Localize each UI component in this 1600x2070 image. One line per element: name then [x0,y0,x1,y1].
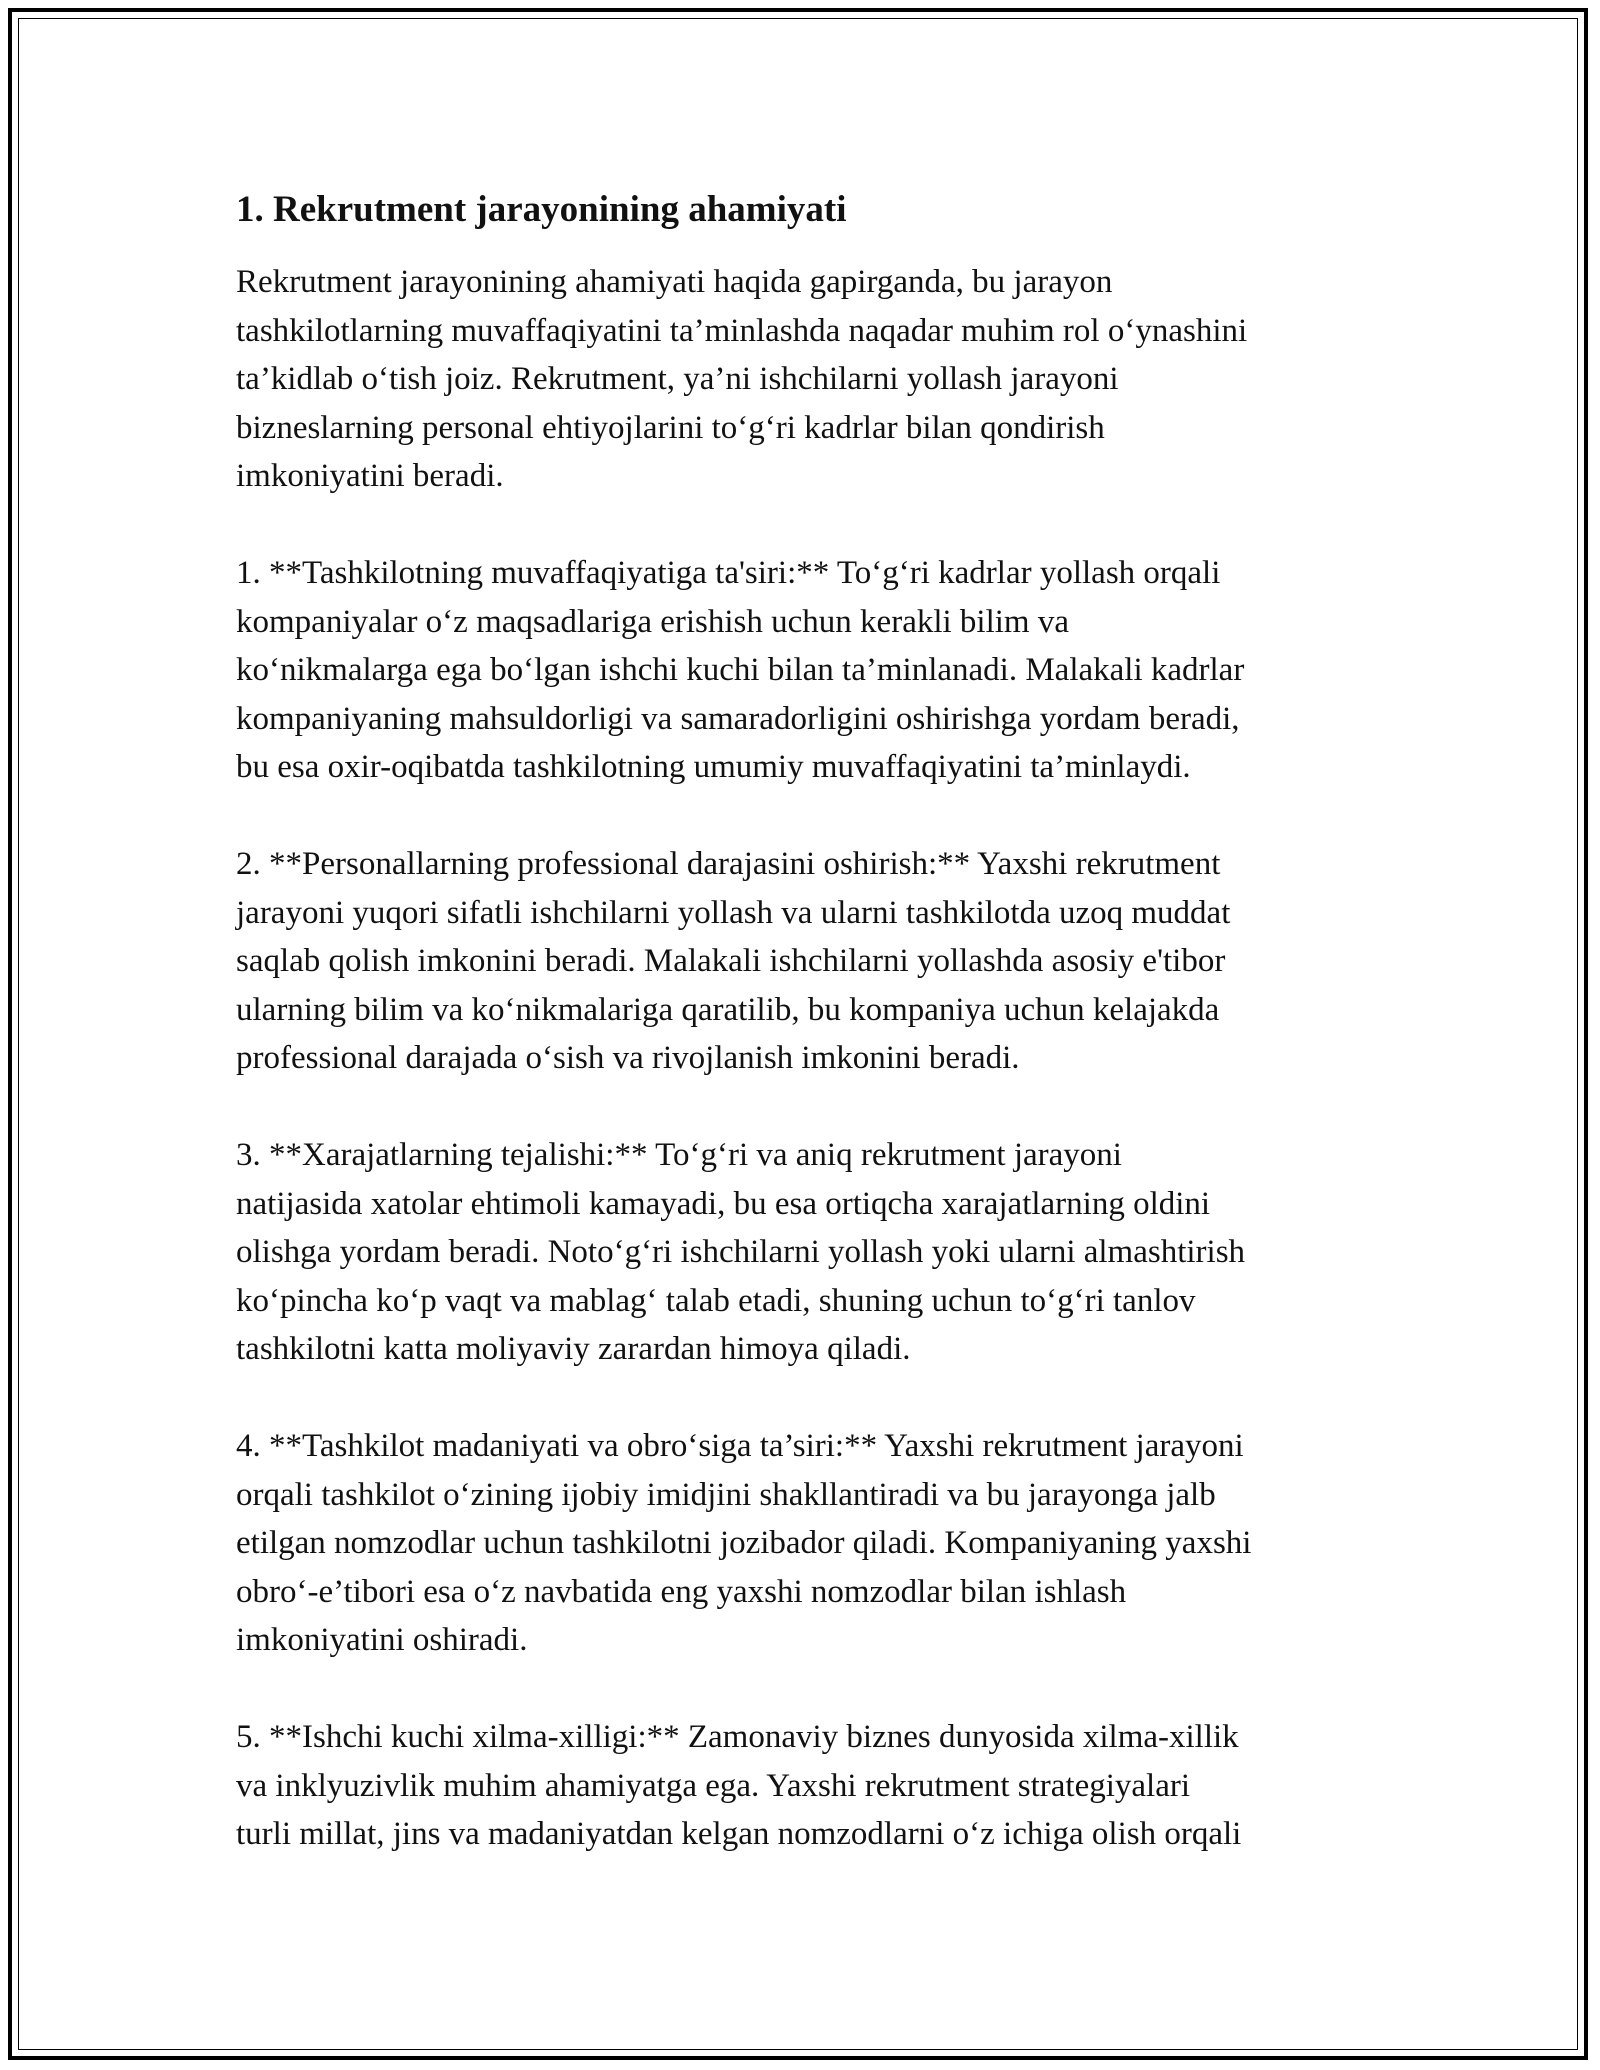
paragraph-point-2: 2. **Personallarning professional darajasini oshirish:** Yaxshi rekrutment jarayoni yuqori sifatli ishchilarni yollash va ularni tashkilotda uzoq muddat saqlab qolish imkonini beradi. Malakali ishchilarni yollashda asosiy e'tibor ularning bilim va ko‘nikmalariga qaratilib, bu kompaniya uchun kelajakda professional darajada o‘sish va rivojlanish imkonini beradi. [236,846,1231,1076]
intro-paragraph: Rekrutment jarayonining ahamiyati haqida gapirganda, bu jarayon tashkilotlarning muvaffaqiyatini ta’minlashda naqadar muhim rol o‘ynashini ta’kidlab o‘tish joiz. Rekrutment, ya’ni ishchilarni yollash jarayoni bizneslarning personal ehtiyojlarini to‘g‘ri kadrlar bilan qondirish imkoniyatini beradi. [236,264,1248,494]
section-heading: 1. Rekrutment jarayonining ahamiyati [236,189,847,230]
paragraph-point-4: 4. **Tashkilot madaniyati va obro‘siga ta’siri:** Yaxshi rekrutment jarayoni orqali tashkilot o‘zining ijobiy imidjini shakllantiradi va bu jarayonga jalb etilgan nomzodlar uchun tashkilotni jozibador qiladi. Kompaniyaning yaxshi obro‘-e’tibori esa o‘z navbatida eng yaxshi nomzodlar bilan ishlash imkoniyatini oshiradi. [236,1428,1252,1658]
document-body [236,186,1376,1907]
paragraph-point-5: 5. **Ishchi kuchi xilma-xilligi:** Zamonaviy biznes dunyosida xilma-xillik va inklyuzivlik muhim ahamiyatga ega. Yaxshi rekrutment strategiyalari turli millat, jins va madaniyatdan kelgan nomzodlarni o‘z ichiga olish orqali [236,1719,1242,1852]
paragraph-point-1: 1. **Tashkilotning muvaffaqiyatiga ta'siri:** To‘g‘ri kadrlar yollash orqali kompaniyalar o‘z maqsadlariga erishish uchun kerakli bilim va ko‘nikmalarga ega bo‘lgan ishchi kuchi bilan ta’minlanadi. Malakali kadrlar kompaniyaning mahsuldorligi va samaradorligini oshirishga yordam beradi, bu esa oxir-oqibatda tashkilotning umumiy muvaffaqiyatini ta’minlaydi. [236,555,1245,785]
paragraph-point-3: 3. **Xarajatlarning tejalishi:** To‘g‘ri va aniq rekrutment jarayoni natijasida xatolar ehtimoli kamayadi, bu esa ortiqcha xarajatlarning oldini olishga yordam beradi. Noto‘g‘ri ishchilarni yollash yoki ularni almashtirish ko‘pincha ko‘p vaqt va mablag‘ talab etadi, shuning uchun to‘g‘ri tanlov tashkilotni katta moliyaviy zarardan himoya qiladi. [236,1137,1246,1367]
